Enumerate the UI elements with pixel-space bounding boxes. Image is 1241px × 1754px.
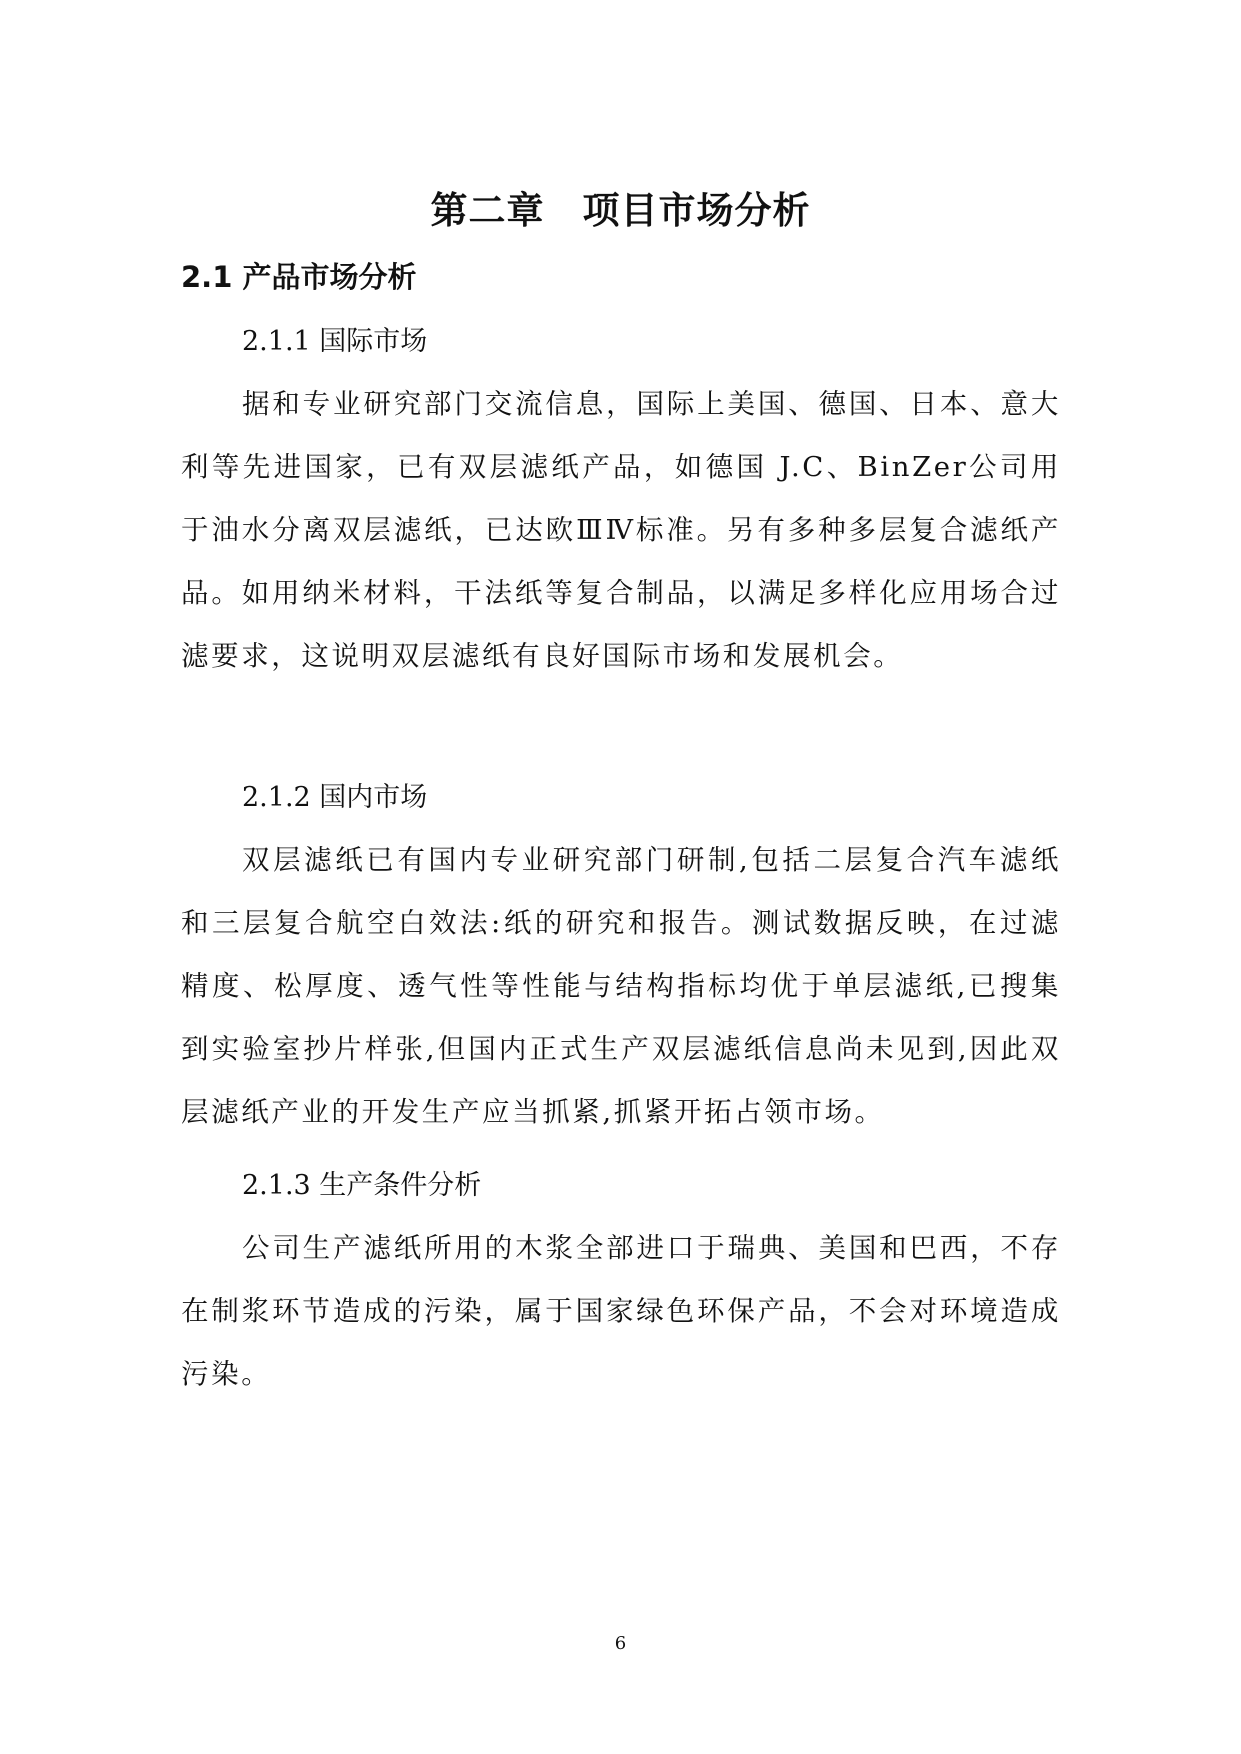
subsection-title-domestic-market: 2.1.2 国内市场 — [242, 782, 428, 813]
section-title: 2.1 产品市场分析 — [181, 260, 417, 294]
subsection-title-international-market: 2.1.1 国际市场 — [242, 326, 428, 357]
page-number: 6 — [614, 1633, 627, 1654]
subsection-title-production-conditions: 2.1.3 生产条件分析 — [242, 1170, 482, 1201]
chapter-title: 第二章 项目市场分析 — [430, 189, 811, 232]
paragraph-international-market: 据和专业研究部门交流信息，国际上美国、德国、日本、意大利等先进国家，已有双层滤纸产品，如德国 J.C、BinZer公司用于油水分离双层滤纸，已达欧ⅢⅣ标准。另有多种多层复合滤纸产品。如用纳米材料，干法纸等复合制品，以满足多样化应用场合过滤要求，这说明双层滤纸有良好国际市场和发展机会。 — [181, 388, 1061, 672]
paragraph-production-conditions: 公司生产滤纸所用的木浆全部进口于瑞典、美国和巴西，不存在制浆环节造成的污染，属于国家绿色环保产品，不会对环境造成污染。 — [181, 1232, 1061, 1390]
paragraph-domestic-market: 双层滤纸已有国内专业研究部门研制,包括二层复合汽车滤纸和三层复合航空白效法:纸的研究和报告。测试数据反映，在过滤精度、松厚度、透气性等性能与结构指标均优于单层滤纸,已搜集到实验室抄片样张,但国内正式生产双层滤纸信息尚未见到,因此双层滤纸产业的开发生产应当抓紧,抓紧开拓占领市场。 — [181, 844, 1061, 1128]
